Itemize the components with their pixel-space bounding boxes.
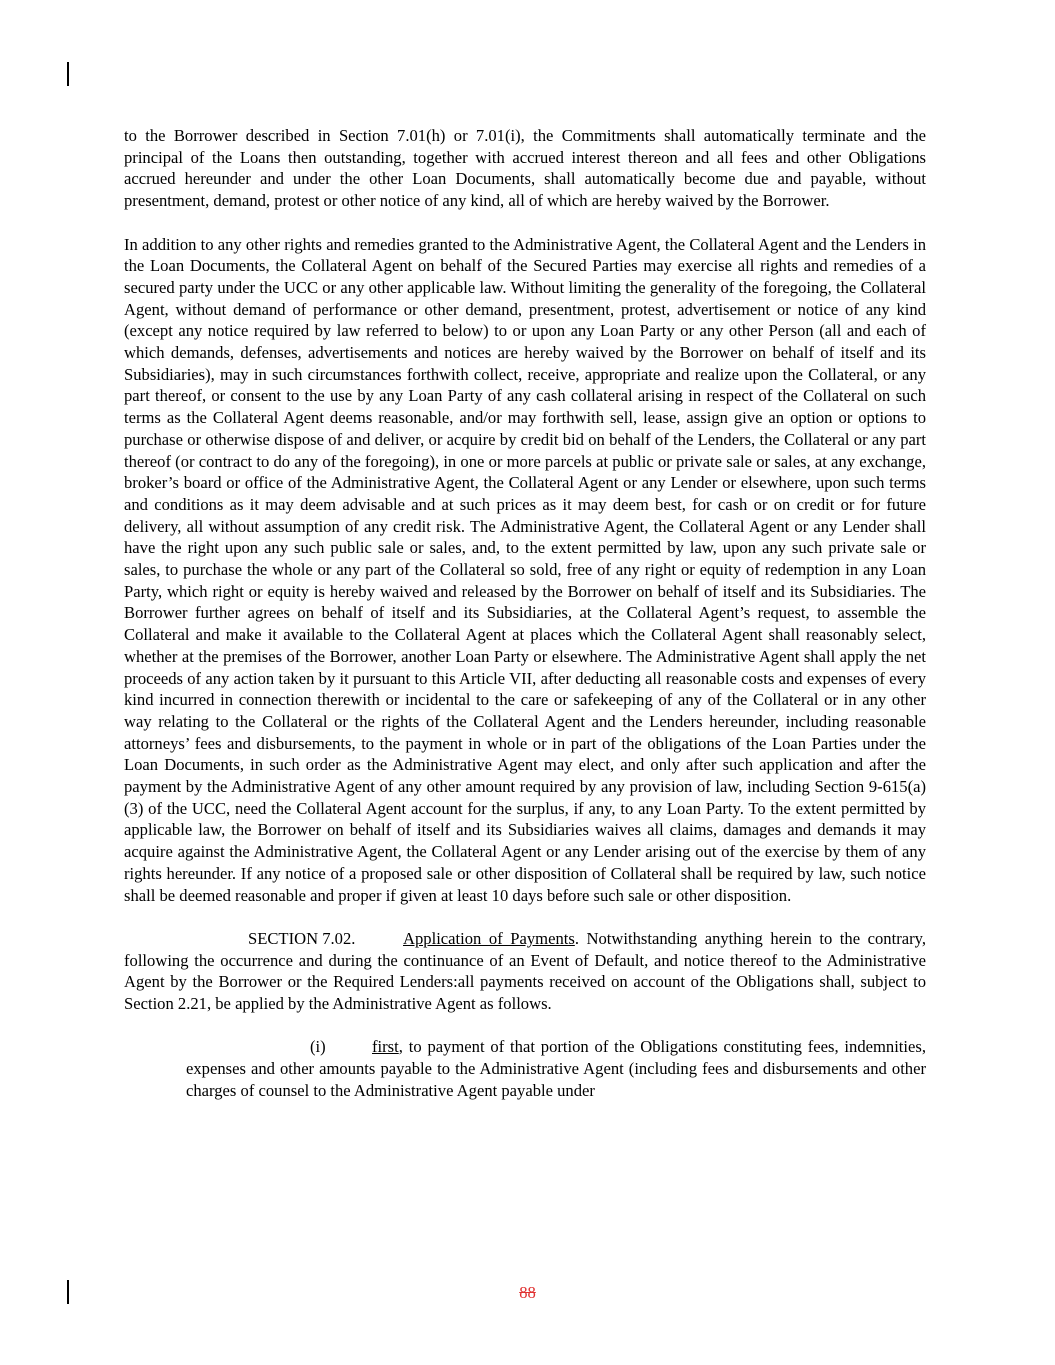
section-title-punct: . — [574, 928, 579, 948]
page-body — [124, 125, 926, 1123]
page-number: 88 — [519, 1283, 536, 1302]
section-title: Application of Payments — [403, 928, 575, 948]
item-number: (i) — [310, 1037, 326, 1057]
section-number: SECTION 7.02. — [248, 928, 356, 948]
change-bar-top — [67, 62, 69, 86]
paragraph-remedies: In addition to any other rights and remedies granted to the Administrative Agent, the Collateral Agent and the Lenders in the Loan Documents, the Collateral Agent on behalf of the Secured Parties may exercise all rights and remedies of a secured party under the UCC or any other applicable law. Without limiting the generality of the foregoing, the Collateral Agent, without demand of performance or other demand, presentment, protest, advertisement or notice of any kind (except any notice required by law referred to below) to or upon any Loan Party or any other Person (all and each of which demands, defenses, advertisements and notices are hereby waived by the Borrower on behalf of itself and its Subsidiaries), may in such circumstances forthwith collect, receive, appropriate and realize upon the Collateral, or any part thereof, or consent to the use by any Loan Party of any cash collateral arising in respect of the Collateral on such terms as the Collateral Agent deems reasonable, and/or may forthwith sell, lease, assign give an option or options to purchase or otherwise dispose of and deliver, or acquire by credit bid on behalf of the Lenders, the Collateral or any part thereof (or contract to do any of the foregoing), in one or more parcels at public or private sale or sales, at any exchange, broker’s board or office of the Administrative Agent, the Collateral Agent or any Lender or elsewhere, upon such terms and conditions as it may deem advisable and at such prices as it may deem best, for cash or on credit or for future delivery, all without assumption of any credit risk. The Administrative Agent, the Collateral Agent or any Lender shall have the right upon any such public sale or sales, and, to the extent permitted by law, upon any such private sale or sales, to purchase the whole or any part of the Collateral so sold, free of any right or equity of redemption in any Loan Party, which right or equity is hereby waived and released by the Borrower on behalf of itself and its Subsidiaries. The Borrower further agrees on behalf of itself and its Subsidiaries, at the Collateral Agent’s request, to assemble the Collateral and make it available to the Collateral Agent at places which the Collateral Agent shall reasonably select, whether at the premises of the Borrower, another Loan Party or elsewhere. The Administrative Agent shall apply the net proceeds of any action taken by it pursuant to this Article VII, after deducting all reasonable costs and expenses of every kind incurred in connection therewith or incidental to the care or safekeeping of any of the Collateral or in any other way relating to the Collateral or the rights of the Collateral Agent and the Lenders hereunder, including reasonable attorneys’ fees and disbursements, to the payment in whole or in part of the obligations of the Loan Parties under the Loan Documents, in such order as the Administrative Agent may elect, and only after such application and after the payment by the Administrative Agent of any other amount required by any provision of law, including Section 9-615(a)(3) of the UCC, need the Collateral Agent account for the surplus, if any, to any Loan Party. To the extent permitted by applicable law, the Borrower on behalf of itself and its Subsidiaries waives all claims, damages and demands it may acquire against the Administrative Agent, the Collateral Agent or any Lender arising out of the exercise by them of any rights hereunder. If any notice of a proposed sale or other disposition of Collateral shall be required by law, such notice shall be deemed reasonable and proper if given at least 10 days before such sale or other disposition. — [124, 234, 926, 905]
paragraph-continuation: to the Borrower described in Section 7.01(h) or 7.01(i), the Commitments shall automatically terminate and the principal of the Loans then outstanding, together with accrued interest thereon and all fees and other Obligations accrued hereunder and under the other Loan Documents, shall automatically become due and payable, without presentment, demand, protest or other notice of any kind, all of which are hereby waived by the Borrower. — [124, 126, 926, 211]
item-keyword: first — [372, 1037, 399, 1057]
section-7-02-paragraph — [124, 928, 926, 1015]
list-item-i — [186, 1036, 926, 1101]
item-body: , to payment of that portion of the Obligations constituting fees, indemnities, expenses and other amounts payable to the Administrative Agent (including fees and disbursements and other charges of counsel to the Administrative Agent payable under — [186, 1037, 926, 1100]
section-body: Notwithstanding anything herein to the contrary, following the occurrence and during the continuance of an Event of Default, and notice thereof to the Administrative Agent by the Borrower or the Required Lenders:all payments received on account of the Obligations shall, subject to Section 2.21, be applied by the Administrative Agent as follows. — [124, 928, 926, 1014]
